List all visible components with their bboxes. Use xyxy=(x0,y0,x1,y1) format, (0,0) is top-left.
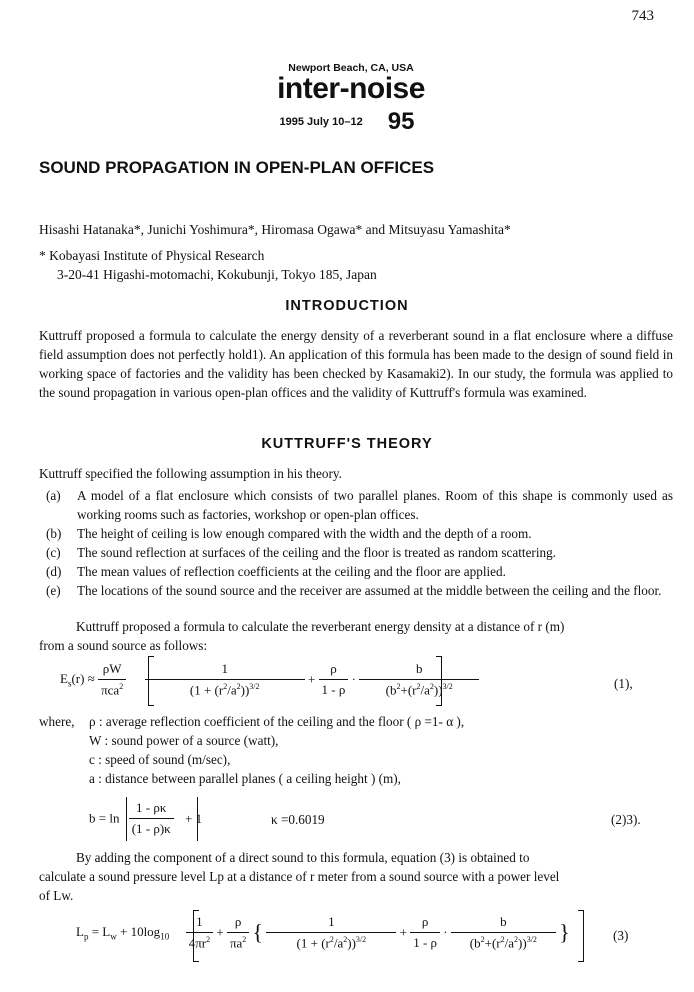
conference-logo: inter-noise xyxy=(277,72,425,105)
assumption-label: (c) xyxy=(46,545,61,560)
definition: c : speed of sound (m/sec), xyxy=(89,752,231,767)
equation-2: b = ln $\frac{1 - \rho\kappa}{(1 - \rho)\kappa}$ + 1 xyxy=(89,800,203,836)
direct-sound-line-3: of Lw. xyxy=(39,888,74,903)
assumption-item xyxy=(46,524,673,543)
equation-3-bracket-right xyxy=(578,910,584,962)
assumption-label: (d) xyxy=(46,564,62,579)
equation-3: $L_p = L_w + 10\log_{10}$ $\frac{1}{4\pi r^2}$ + $\frac{\rho}{\pi a^2}$ { $\frac{1}{(1 + (r^2/a^2))^{3/2}}$ + $\frac{\rho}{1 - \rho}$ · $\frac{b}{(b^2+(r^2/a^2))^{3/2}}$ } xyxy=(76,914,570,951)
assumption-item xyxy=(46,543,673,562)
page-number: 743 xyxy=(631,8,654,24)
assumption-text: The mean values of reflection coefficients at the ceiling and the floor are applied. xyxy=(77,564,506,579)
assumption-text: The sound reflection at surfaces of the ceiling and the floor is treated as random scattering. xyxy=(77,545,556,560)
assumption-text: A model of a flat enclosure which consists of two parallel planes. Room of this shape is commonly used as working rooms such as factories, workshop or open-plan offices. xyxy=(77,488,673,522)
theory-lead: Kuttruff specified the following assumption in his theory. xyxy=(39,466,342,481)
direct-sound-line-1: By adding the component of a direct sound to this formula, equation (3) is obtained to xyxy=(76,850,530,865)
heading-introduction: INTRODUCTION xyxy=(285,298,409,314)
assumption-item xyxy=(46,486,673,524)
assumption-item xyxy=(46,562,673,581)
equation-1-bracket-left xyxy=(148,656,154,706)
assumption-label: (a) xyxy=(46,488,61,503)
equation-3-bracket-left xyxy=(193,910,199,962)
conference-date-row xyxy=(0,108,694,136)
affiliation-name: * Kobayasi Institute of Physical Research xyxy=(39,248,265,263)
assumption-label: (e) xyxy=(46,583,61,598)
assumption-item xyxy=(46,581,673,600)
equation-1-bracket-right xyxy=(436,656,442,706)
heading-kuttruff-theory: KUTTRUFF'S THEORY xyxy=(261,436,433,452)
equation-1: $E_s(r)$ ≈ $\frac{\rho W}{\pi ca^2}$ $\frac{1}{(1 + (r^2/a^2))^{3/2}}$ + $\frac{\rho}{1 - \rho}$ · $\frac{b}{(b^2+(r^2/a^2))^{3/2}}$ xyxy=(60,661,479,698)
formula-intro-line-1: Kuttruff proposed a formula to calculate the reverberant energy density at a distance of r (m) xyxy=(76,619,565,634)
definition: W : sound power of a source (watt), xyxy=(89,733,279,748)
equation-1-number: (1), xyxy=(614,676,633,691)
definition: ρ : average reflection coefficient of the ceiling and the floor ( ρ =1- α ), xyxy=(89,714,465,729)
assumption-label: (b) xyxy=(46,526,62,541)
assumption-text: The height of ceiling is low enough compared with the width and the depth of a room. xyxy=(77,526,532,541)
conference-location: Newport Beach, CA, USA xyxy=(288,62,414,74)
assumption-text: The locations of the sound source and the receiver are assumed at the middle between the ceiling and the floor. xyxy=(77,583,662,598)
paper-title: SOUND PROPAGATION IN OPEN-PLAN OFFICES xyxy=(39,158,435,177)
conference-header xyxy=(0,62,694,136)
where-label: where, xyxy=(39,714,75,729)
introduction-paragraph: Kuttruff proposed a formula to calculate the energy density of a reverberant sound in a flat enclosure where a diffuse field assumption does not perfectly hold1). An application of this formula has been made to the design of sound field in working space of factories and the validity has been checked by Kasamaki2). In our study, the formula was applied to the sound propagation in various open-plan offices and the validity of Kuttruff's formula was examined. xyxy=(39,328,673,400)
equation-2-abs-right xyxy=(197,797,198,841)
equation-3-number: (3) xyxy=(613,928,629,943)
conference-year: 95 xyxy=(387,108,415,135)
kappa-value: κ =0.6019 xyxy=(271,812,325,827)
direct-sound-line-2: calculate a sound pressure level Lp at a distance of r meter from a sound source with a power level xyxy=(39,869,560,884)
affiliation-address: 3-20-41 Higashi-motomachi, Kokubunji, Tokyo 185, Japan xyxy=(57,267,377,282)
conference-dates: 1995 July 10–12 xyxy=(279,116,363,128)
definition: a : distance between parallel planes ( a ceiling height ) (m), xyxy=(89,771,401,786)
equation-2-abs-left xyxy=(126,797,127,841)
equation-2-number: (2)3). xyxy=(611,812,641,827)
authors: Hisashi Hatanaka*, Junichi Yoshimura*, Hiromasa Ogawa* and Mitsuyasu Yamashita* xyxy=(39,222,511,237)
formula-intro-line-2: from a sound source as follows: xyxy=(39,638,208,653)
